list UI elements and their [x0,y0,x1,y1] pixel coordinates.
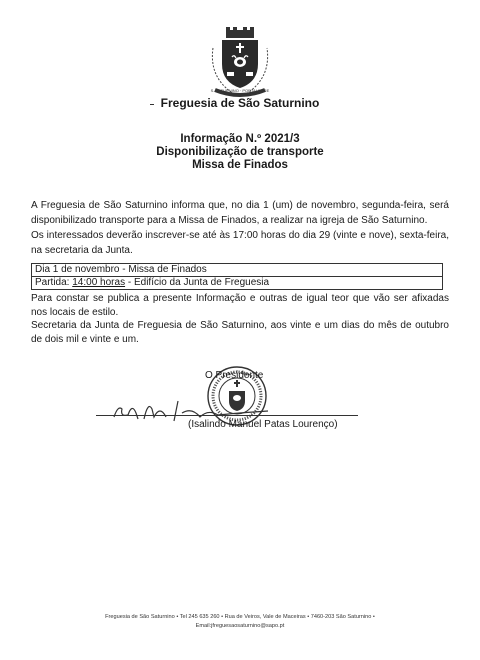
paragraph-registration: Os interessados deverão inscrever-se até às 17:00 horas do dia 29 (vinte e nove), sexta-feira, na secretaria da Junta. [31,230,449,256]
notice-number: Informação N.º 2021/3 [180,133,300,145]
notice-subject: Disponibilização de transporte [156,146,324,158]
signatory-role: O Presidente [205,370,264,381]
departure-time: 14:00 horas [72,277,126,288]
departure-label: Partida: [35,277,73,288]
schedule-table [31,263,443,290]
notice-body [31,198,449,258]
departure-place: - Edifício da Junta de Freguesia [125,277,270,288]
notice-event: Missa de Finados [192,159,288,171]
closing-text [31,292,449,346]
schedule-row-event: Dia 1 de novembro - Missa de Finados [35,264,207,275]
paragraph-announcement: A Freguesia de São Saturnino informa que, no dia 1 (um) de novembro, segunda-feira, será disponibilizado transporte para a Missa de Finados, a realizar na igreja de São Saturnino. [31,200,449,226]
notice-title [0,133,480,172]
signatory-name: (Isalindo Manuel Patas Lourenço) [188,419,338,430]
signature-line [96,415,358,416]
footer-address: Freguesia de São Saturnino • Tel 245 635 260 • Rua de Veiros, Vale de Maceiras • 7460-203 São Saturnino • [105,614,375,620]
paragraph-publication: Para constar se publica a presente Informação e outras de igual teor que vão ser afixadas nos locais de estilo. [31,293,449,318]
crest-caption: S. SATURNINO · PORTALEGRE [210,88,270,93]
schedule-row-departure [32,276,442,289]
paragraph-place-date: Secretaria da Junta de Freguesia de São Saturnino, aos vinte e um dias do mês de outubro de dois mil e vinte e um. [31,320,449,345]
footer [0,613,480,631]
footer-email: Email:jfreguesaosaturnino@sapo.pt [195,623,285,629]
org-title: Freguesia de São Saturnino [160,96,320,110]
